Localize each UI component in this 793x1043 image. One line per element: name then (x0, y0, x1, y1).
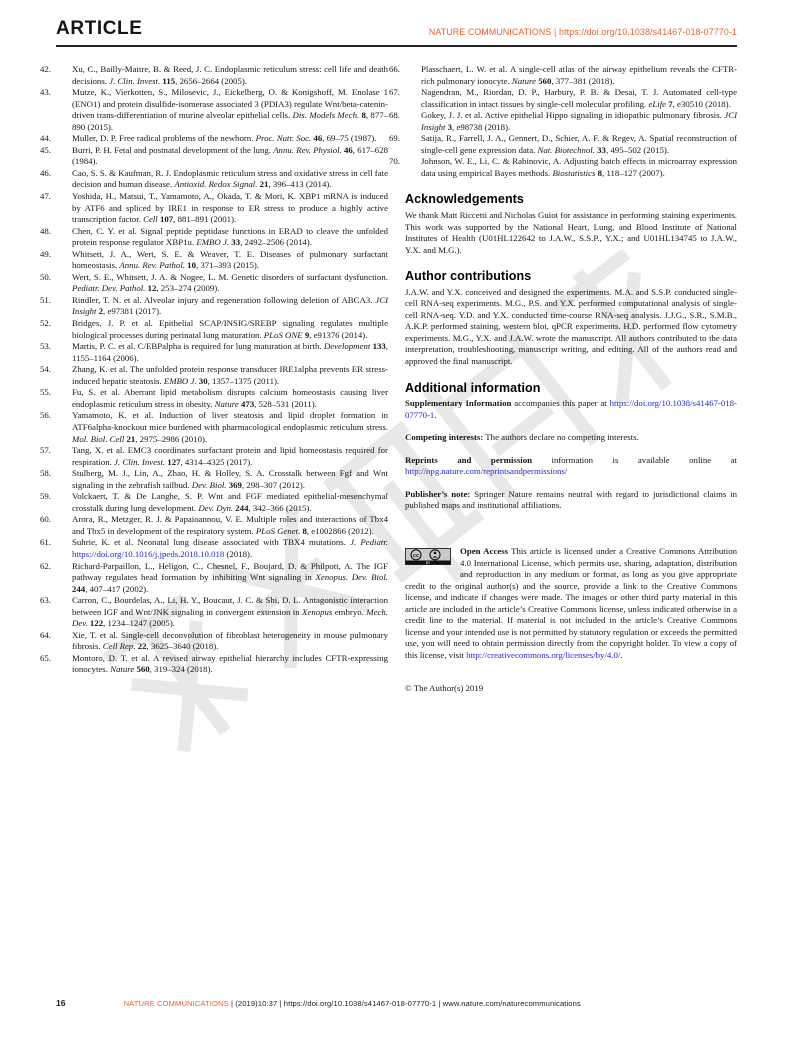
reference-number: 56. (40, 410, 51, 421)
text-run: 473 (240, 398, 255, 409)
text-run: Xenopus (315, 572, 346, 583)
reference-number: 65. (40, 652, 51, 663)
text-run: Rindler, T. N. et al. Alveolar injury and regeneration following deletion of ABCA3. (72, 294, 376, 305)
text-run: Supplementary Information (405, 398, 512, 409)
text-run: Publisher’s note: (405, 488, 471, 499)
reference-number: 52. (40, 318, 51, 329)
text-run: 560 (538, 75, 552, 86)
text-run: , 4314–4325 (2017). (180, 456, 253, 467)
text-run: , e98738 (2018). (452, 121, 511, 132)
text-run: Pediatr. Dev. Pathol. (72, 283, 146, 294)
reference-number: 45. (40, 144, 51, 155)
text-run: Yoshida, H., Matsui, T., Yamamoto, A., Okada, T. & Mori, K. XBP1 mRNA is induced by ATF6 and spliced by IRE1 in response to ER stress to produce a highly active transcription factor. (72, 191, 388, 225)
acknowledgements-section (405, 194, 737, 256)
text-run: 133 (372, 341, 386, 352)
reference-item (40, 341, 388, 364)
text-run: Yamamoto, K. et al. Induction of liver steatosis and lipid droplet formation in ATF6alpha-knockout mice burdened with pharmacological endoplasmic reticulum stress. (72, 410, 388, 432)
hyperlink[interactable]: http://creativecommons.org/licenses/by/4.0/ (466, 649, 621, 660)
text-run: Proc. Nutr. Soc. (255, 133, 312, 144)
reference-number: 70. (389, 156, 400, 167)
hyperlink[interactable]: https://doi.org/10.1038/s41467-018-07770-1 (405, 398, 737, 420)
reference-number: 58. (40, 468, 51, 479)
text-run: Gokey, J. J. et al. Active epithelial Hippo signaling in idiopathic pulmonary fibrosis. (421, 110, 725, 121)
text-run: . (434, 409, 437, 420)
text-run: , 396–413 (2014). (268, 179, 332, 190)
text-run: Mol. Biol. Cell (72, 433, 125, 444)
reference-item (40, 595, 388, 630)
reference-item (40, 144, 389, 168)
reference-number: 66. (389, 64, 400, 74)
reference-item (40, 191, 388, 226)
text-run: Reprints and permission (405, 454, 532, 465)
reference-item (40, 410, 388, 445)
text-run: Zhang, K. et al. The unfolded protein response transducer IRE1alpha prevents ER stress-induced hepatic steatosis. (72, 364, 388, 386)
text-run: Open Access (460, 545, 509, 556)
text-run: . (345, 572, 352, 583)
text-run: 7 (668, 98, 673, 109)
reference-item (389, 87, 737, 110)
text-run: , 1155–1164 (2006). (72, 341, 388, 363)
reference-number: 43. (40, 87, 51, 98)
text-run: J. Pediatr. (350, 537, 388, 548)
svg-text:cc: cc (412, 552, 420, 559)
text-run: Annu. Rev. Pathol. (119, 260, 185, 271)
header-rule (56, 45, 737, 47)
reference-number: 55. (40, 387, 51, 398)
text-run: 8 (361, 110, 366, 121)
reference-item (389, 64, 737, 87)
text-run: Fu, S. et al. Aberrant lipid metabolism disrupts calcium homeostasis causing liver endoplasmic reticulum stress in obesity. (72, 387, 388, 409)
text-run: Annu. Rev. Physiol. (273, 144, 342, 155)
footer-journal-name: NATURE COMMUNICATIONS (123, 999, 229, 1008)
text-run: Suhrie, K. et al. Neonatal lung disease associated with TBX4 mutations. (72, 537, 351, 548)
text-run: Competing interests: (405, 432, 484, 443)
text-run: , 881–891 (2001). (173, 214, 237, 225)
cc-by-badge (405, 548, 451, 569)
text-run: PLoS Genet. (255, 525, 301, 536)
text-run: , 377–381 (2018). (551, 75, 615, 86)
text-run: 244 (72, 583, 86, 594)
text-run: Martis, P. C. et al. C/EBPalpha is required for lung maturation at birth. (72, 341, 324, 352)
text-run: Whitsett, J. A., Wert, S. E. & Weaver, T. E. Diseases of pulmonary surfactant homeostasis. (72, 248, 388, 271)
hyperlink[interactable]: https://doi.org/10.1016/j.jpeds.2018.10.018 (72, 548, 225, 559)
page-header (56, 18, 737, 40)
text-run: Biostatistics (552, 167, 596, 178)
text-run: 244 (235, 502, 249, 513)
article-label: ARTICLE (56, 18, 143, 39)
text-run: , 2975–2986 (2010). (135, 433, 208, 444)
reference-item (40, 537, 388, 560)
reference-number: 59. (40, 491, 51, 502)
section-title-author-contributions: Author contributions (405, 269, 532, 284)
text-run: Arora, R., Metzger, R. J. & Papaioannou, V. E. Multiple roles and interactions of Tbx4 and Tbx5 in development of the respiratory system. (72, 514, 388, 536)
reference-item (389, 110, 737, 133)
text-run: , 1234–1247 (2005). (103, 618, 175, 629)
text-run: , 319–324 (2018). (149, 664, 213, 675)
text-run: 30 (198, 375, 208, 386)
text-run: 369 (228, 479, 242, 490)
text-run: Nature (110, 664, 135, 675)
references-column-right (389, 64, 737, 179)
text-run: Nature (511, 75, 537, 86)
text-run: Wert, S. E., Whitsett, J. A. & Nogee, L. M. Genetic disorders of surfactant dysfunction. (72, 271, 388, 282)
text-run: , e91376 (2014). (309, 329, 368, 340)
text-run: Stulberg, M. J., Lin, A., Zhao, H. & Holley, S. A. Crosstalk between Fgf and Wnt signaling in the zebrafish tailbud. (72, 468, 388, 490)
reference-item (40, 294, 388, 318)
text-run: , 253–274 (2009). (156, 283, 220, 294)
text-run: embryo. (332, 606, 367, 617)
reference-item (40, 445, 388, 468)
reference-item (389, 156, 737, 179)
reference-item (389, 133, 737, 156)
additional-information-paragraphs (405, 398, 737, 512)
text-run: 21 (259, 179, 269, 190)
reference-item (40, 271, 388, 295)
reference-item (40, 514, 388, 537)
text-run: 22 (137, 641, 147, 652)
reference-number: 51. (40, 294, 51, 305)
text-run: Nature (214, 398, 239, 409)
section-title-acknowledgements: Acknowledgements (405, 192, 524, 207)
additional-info-paragraph (405, 489, 737, 512)
text-run: Richard-Parpaillon, L., Heligon, C., Chesnel, F., Boujard, D. & Philpott, A. The IGF pathway regulates head formation by inhibiting Wnt signaling in (72, 560, 388, 583)
reference-number: 50. (40, 271, 51, 282)
text-run: Montoro, D. T. et al. A revised airway epithelial hierarchy includes CFTR-expressing ionocytes. (72, 652, 388, 675)
text-run: Development (323, 341, 371, 352)
text-run: , 407–417 (2002). (85, 583, 149, 594)
text-run: Dev. Biol. (351, 572, 388, 583)
reference-number: 42. (40, 64, 51, 74)
open-access-text (405, 546, 737, 661)
section-title-additional-information: Additional information (405, 380, 541, 395)
text-run: Antioxid. Redox Signal. (174, 179, 258, 190)
reference-number: 57. (40, 445, 51, 456)
text-run: 46 (343, 144, 353, 155)
text-run: Dev. Biol. (191, 479, 227, 490)
text-run: JCI Insight (72, 294, 388, 317)
text-run: Chen, C. Y. et al. Signal peptide peptidase functions in ERAD to cleave the unfolded protein response regulator XBP1u. (72, 225, 388, 248)
text-run: EMBO J. (196, 237, 230, 248)
additional-information-section (405, 380, 737, 512)
text-run: Xu, C., Bailly-Maitre, B. & Reed, J. C. Endoplasmic reticulum stress: cell life and death decisions. (72, 64, 388, 86)
text-run: Mutze, K., Vierkotten, S., Milosevic, J., Eickelberg, O. & Konigshoff, M. Enolase 1 (ENO1) and protein disulfide-isomerase associated 3 (PDIA3) regulate Wnt/beta-catenin-driven trans-differentiation of murine alveolar epithelial cells. (72, 87, 388, 121)
reference-number: 53. (40, 341, 51, 352)
references-column-left (40, 64, 389, 695)
text-run: , 495–502 (2015). (605, 144, 669, 155)
text-run: Bridges, J. P. et al. Epithelial SCAP/INSIG/SREBP signaling regulates multiple biological processes during perinatal lung maturation. (72, 318, 388, 340)
text-run: Nat. Biotechnol. (537, 144, 595, 155)
reference-number: 68. (389, 110, 400, 121)
text-run: Cell Rep. (102, 641, 136, 652)
text-run: 560 (136, 664, 150, 675)
text-run: , 69–75 (1987). (322, 133, 377, 144)
text-run: , 2492–2506 (2014). (240, 237, 312, 248)
text-run: Tang, X. et al. EMC3 coordinates surfactant protein and lipid homeostasis required for respiration. (72, 445, 388, 467)
text-run: Xenopus (302, 606, 333, 617)
text-run: J. Clin. Invest. (114, 456, 166, 467)
text-run: The authors declare no competing interests. (483, 432, 639, 443)
text-run: , 342–366 (2015). (248, 502, 312, 513)
text-run: Satija, R., Farrell, J. A., Gennert, D., Schier, A. F. & Regev, A. Spatial reconstruction of single-cell gene expression data. (421, 133, 737, 155)
text-run: 8 (597, 167, 603, 178)
text-run: 127 (167, 456, 181, 467)
reference-item (40, 248, 388, 272)
additional-info-paragraph (405, 398, 737, 421)
hyperlink[interactable]: http://npg.nature.com/reprintsandpermissions/ (405, 466, 568, 477)
text-run: 33 (231, 237, 241, 248)
text-run: Dis. Models Mech. (292, 110, 360, 121)
text-run: accompanies this paper at (511, 398, 610, 409)
open-access-block (405, 546, 737, 661)
text-run: Carron, C., Bourdelas, A., Li, H. Y., Boucaut, J. C. & Shi, D. L. Antagonistic interaction between IGF and Wnt/JNK signaling in convergent extension in (72, 595, 388, 617)
text-run: information is available online at (532, 454, 737, 465)
text-run: , e97381 (2017). (103, 306, 162, 317)
reference-number: 44. (40, 133, 51, 144)
text-run: , 298–307 (2012). (241, 479, 305, 490)
reference-number: 61. (40, 537, 51, 548)
text-run: , 617–628 (1984). (72, 144, 389, 167)
page-footer (56, 998, 581, 1008)
additional-info-paragraph (405, 455, 737, 478)
text-run: EMBO J. (163, 375, 197, 386)
right-column (389, 64, 737, 695)
text-run: 2 (98, 306, 104, 317)
reference-item (40, 318, 388, 341)
additional-info-paragraph (405, 432, 737, 444)
text-run: 10 (187, 260, 196, 271)
text-run: , 371–393 (2015). (195, 260, 260, 271)
author-contributions-section (405, 271, 737, 367)
text-run: , e30510 (2018). (672, 98, 731, 109)
text-run: 21 (126, 433, 136, 444)
text-run: Volckaert, T. & De Langhe, S. P. Wnt and FGF mediated epithelial-mesenchymal crosstalk during lung development. (72, 491, 388, 513)
text-run: Cell (143, 214, 158, 225)
text-run: Nagendran, M., Riordan, D. P., Harbury, P. B. & Desai, T. J. Automated cell-type classification in intact tissues by single-cell molecular profiling. (421, 87, 737, 109)
text-run: Mech. Dev. (72, 606, 388, 629)
reference-number: 47. (40, 191, 51, 202)
page-number: 16 (56, 998, 66, 1008)
reference-item (40, 387, 388, 410)
text-run: Burri, P. H. Fetal and postnatal development of the lung. (72, 144, 274, 155)
acknowledgements-text: We thank Matt Riccetti and Nicholas Guiot for assistance in performing staining experiments. This work was supported by the National Heart, Lung, and Blood Institute of National Institutes of Health (U01HL122642 to J.A.W., S.S.P., Y.X.; and U01HL134745 to J.A.W., Y.X. and M.G.). (405, 210, 737, 255)
reference-item (40, 225, 388, 249)
reference-item (40, 491, 388, 514)
footer-citation-rest: | (2019)10:37 | https://doi.org/10.1038/s41467-018-07770-1 | www.nature.com/naturecommunications (230, 999, 581, 1008)
reference-number: 48. (40, 225, 51, 236)
footer-citation-line (124, 999, 581, 1008)
text-run: PLoS ONE (263, 329, 303, 340)
text-run: , 118–127 (2007). (602, 167, 665, 178)
text-run: 12 (147, 283, 157, 294)
text-run: , e1002866 (2012). (306, 525, 374, 536)
journal-doi-line: NATURE COMMUNICATIONS | https://doi.org/10.1038/s41467-018-07770-1 (428, 27, 737, 37)
cc-by-label: BY (425, 560, 431, 565)
reference-number: 54. (40, 364, 51, 375)
reference-item (40, 87, 389, 133)
text-run: , 877–890 (2015). (72, 110, 389, 132)
two-column-body (40, 64, 737, 695)
text-run: Dev. Dyn. (198, 502, 234, 513)
reference-item (40, 133, 388, 145)
text-run: Springer Nature remains neutral with regard to jurisdictional claims in published maps and institutional affiliations. (405, 488, 737, 511)
reference-number: 49. (40, 248, 51, 259)
reference-item (40, 64, 388, 87)
reference-number: 69. (389, 133, 400, 144)
text-run: , 1357–1375 (2011). (207, 375, 280, 386)
author-contributions-text: J.A.W. and Y.X. conceived and designed the experiments. M.A. and S.S.P. conducted single-cell RNA-seq experiments. M.G., P.S. and Y.X. performed computational analysis of single-cell RNA-seq. Y.D. and Y.X. conducted time-course RNA-seq analysis. J.J.G., S.R., S.M.B., A.K.P. performed staining, western blot, qPCR experiments. H.D. performed flow cytometry experiments. M.G., Y.X. and J.A.W. wrote the manuscript. All authors contributed to the data interpretation, troubleshooting, manuscript writing, and editing. All of the authors read and approved the final manuscript. (405, 286, 737, 367)
text-run: 107 (159, 214, 174, 225)
text-run: 33 (597, 144, 606, 155)
text-run: 9 (304, 329, 310, 340)
text-run: 8 (302, 525, 307, 536)
reference-item (40, 560, 388, 596)
reference-item (40, 468, 388, 491)
reference-item (40, 652, 388, 676)
text-run: Muller, D. P. Free radical problems of the newborn. (72, 133, 256, 144)
text-run: J. Clin. Invest. (109, 75, 161, 86)
text-run: 3 (447, 121, 453, 132)
text-run: , 528–531 (2011). (254, 398, 317, 409)
text-run: JCI Insight (421, 110, 737, 132)
text-run: Xie, T. et al. Single-cell deconvolution of fibroblast heterogeneity in mouse pulmonary fibrosis. (72, 629, 388, 652)
reference-item (40, 364, 388, 387)
text-run: 122 (89, 618, 104, 629)
text-run: . (620, 649, 623, 660)
reference-number: 60. (40, 514, 51, 525)
reference-number: 62. (40, 560, 51, 571)
text-run: eLife (648, 98, 667, 109)
reference-number: 64. (40, 629, 51, 640)
text-run: , 3625–3640 (2018). (146, 641, 219, 652)
text-run: Johnson, W. E., Li, C. & Rabinovic, A. Adjusting batch effects in microarray expression data using empirical Bayes methods. (421, 156, 737, 178)
text-run: 46 (313, 133, 323, 144)
text-run: (2018). (224, 548, 253, 559)
text-run: , 2656–2664 (2005). (175, 75, 247, 86)
reference-number: 46. (40, 167, 51, 178)
reference-item (40, 629, 388, 653)
text-run: 115 (162, 75, 176, 86)
text-run: Cao, S. S. & Kaufman, R. J. Endoplasmic reticulum stress and oxidative stress in cell fate decision and human disease. (72, 167, 388, 190)
text-run: This article is licensed under a Creative Commons Attribution 4.0 International License, which permits use, sharing, adaptation, distribution and reproduction in any medium or format, as long as you give appropriate credit to the original author(s) and the source, provide a link to the Creative Commons license, and indicate if changes were made. The images or other third party material in this article are included in the article’s Creative Commons license, unless indicated otherwise in a credit line to the material. If material is not included in the article’s Creative Commons license and your intended use is not permitted by statutory regulation or exceeds the permitted use, you will need to obtain permission directly from the copyright holder. To view a copy of this license, visit (405, 545, 737, 660)
text-run: Plasschaert, L. W. et al. A single-cell atlas of the airway epithelium reveals the CFTR-rich pulmonary ionocyte. (421, 64, 737, 86)
reference-number: 63. (40, 595, 51, 606)
copyright-line: © The Author(s) 2019 (405, 683, 484, 694)
reference-number: 67. (389, 87, 400, 98)
reference-item (40, 167, 388, 191)
